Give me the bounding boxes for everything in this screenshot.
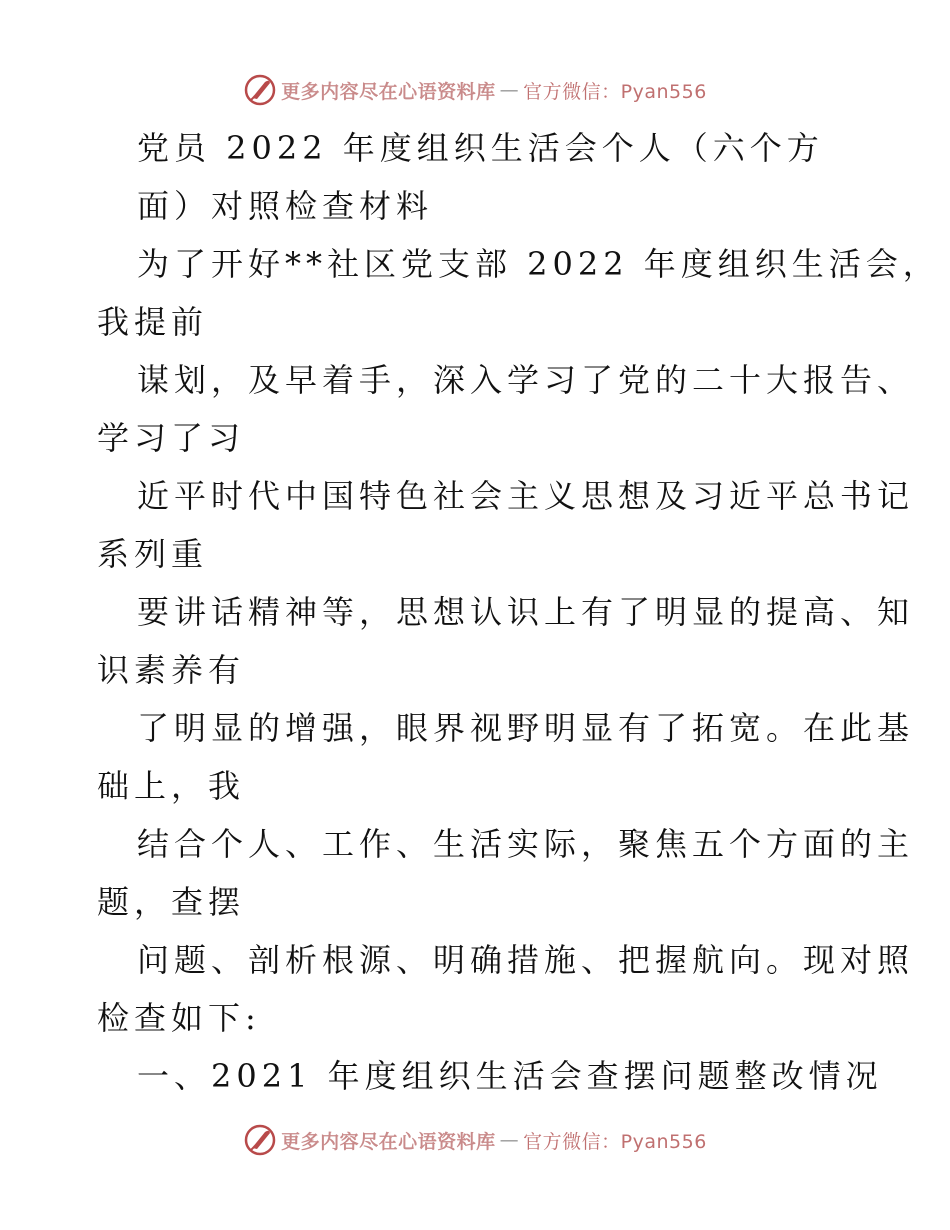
paragraph-line: 结合个人、工作、生活实际，聚焦五个方面的主 <box>137 825 915 863</box>
paragraph-line: 了明显的增强，眼界视野明显有了拓宽。在此基 <box>137 709 915 747</box>
watermark-footer <box>0 1120 950 1160</box>
document-title-line-1: 党员 2022 年度组织生活会个人（六个方 <box>137 129 824 167</box>
quill-logo-icon <box>243 73 277 107</box>
watermark-main-text: 更多内容尽在心语资料库 <box>281 1130 496 1153</box>
paragraph-line: 问题、剖析根源、明确措施、把握航向。现对照 <box>137 941 915 979</box>
paragraph-line: 础上，我 <box>97 767 246 805</box>
quill-logo-icon <box>243 1123 277 1157</box>
section-heading: 一、2021 年度组织生活会查摆问题整改情况 <box>137 1057 883 1095</box>
paragraph-line: 检查如下: <box>97 999 261 1037</box>
watermark-contact-text: 官方微信：Pyan556 <box>523 1130 707 1153</box>
document-title-line-2: 面）对照检查材料 <box>137 187 434 225</box>
watermark-separator: — <box>499 1129 520 1151</box>
watermark-header <box>0 70 950 110</box>
paragraph-line: 系列重 <box>97 535 209 573</box>
paragraph-line: 为了开好**社区党支部 2022 年度组织生活会， <box>137 245 940 283</box>
watermark-separator: — <box>499 79 520 101</box>
paragraph-line: 题，查摆 <box>97 883 246 921</box>
watermark-contact-text: 官方微信：Pyan556 <box>523 80 707 103</box>
watermark-main-text: 更多内容尽在心语资料库 <box>281 80 496 103</box>
paragraph-line: 谋划，及早着手，深入学习了党的二十大报告、 <box>137 361 915 399</box>
paragraph-line: 我提前 <box>97 303 209 341</box>
paragraph-line: 要讲话精神等，思想认识上有了明显的提高、知 <box>137 593 915 631</box>
paragraph-line: 识素养有 <box>97 651 246 689</box>
paragraph-line: 学习了习 <box>97 419 246 457</box>
paragraph-line: 近平时代中国特色社会主义思想及习近平总书记 <box>137 477 915 515</box>
